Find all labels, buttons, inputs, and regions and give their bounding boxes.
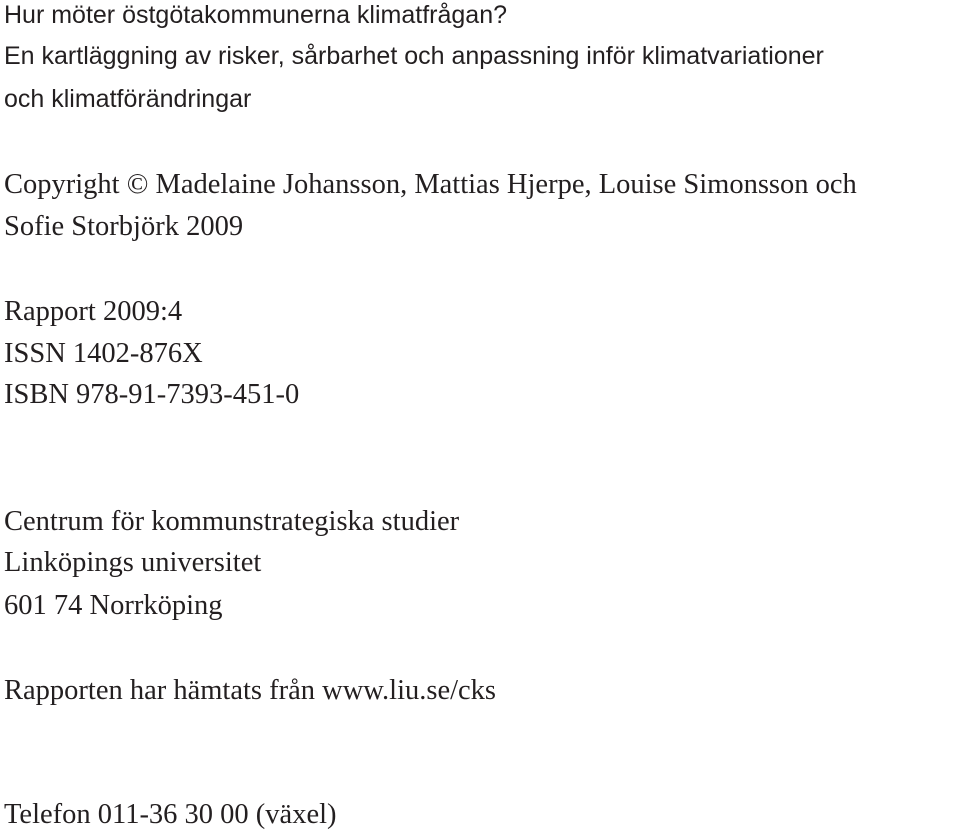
copyright-line-2: Sofie Storbjörk 2009 — [4, 211, 244, 242]
publisher-address: 601 74 Norrköping — [4, 590, 223, 621]
title-line-3: och klimatförändringar — [4, 85, 252, 113]
report-isbn: ISBN 978-91-7393-451-0 — [4, 379, 300, 410]
publisher-university: Linköpings universitet — [4, 547, 262, 578]
copyright-line-1: Copyright © Madelaine Johansson, Mattias Hjerpe, Louise Simonsson och — [4, 169, 857, 200]
title-line-2: En kartläggning av risker, sårbarhet och anpassning inför klimatvariationer — [4, 42, 824, 70]
report-issn: ISSN 1402-876X — [4, 338, 203, 369]
title-line-1: Hur möter östgötakommunerna klimatfrågan? — [4, 1, 508, 29]
publisher-name: Centrum för kommunstrategiska studier — [4, 506, 460, 537]
availability-note: Rapporten har hämtats från www.liu.se/cks — [4, 675, 497, 706]
phone-number: Telefon 011-36 30 00 (växel) — [4, 799, 337, 830]
report-number: Rapport 2009:4 — [4, 296, 183, 327]
